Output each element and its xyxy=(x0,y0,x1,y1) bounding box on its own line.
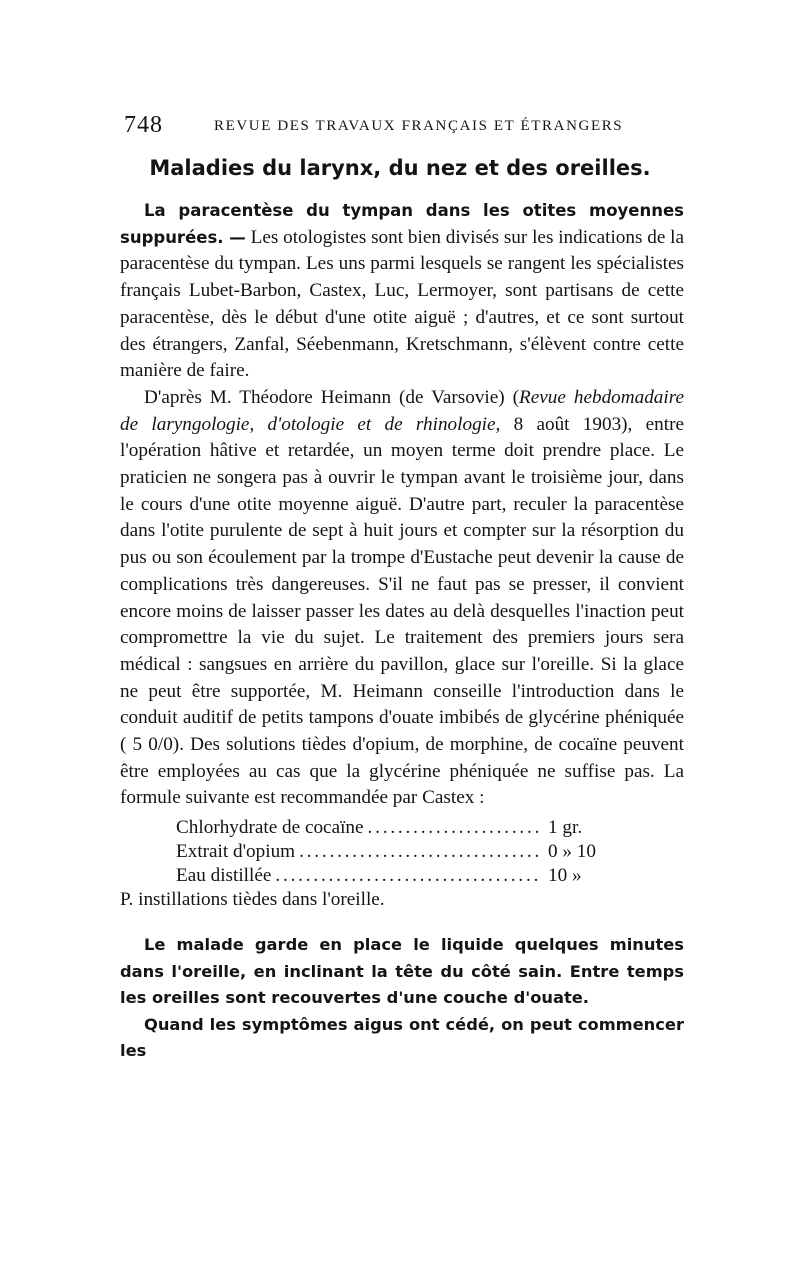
paragraph-heimann xyxy=(120,385,684,812)
paragraph-intro xyxy=(120,198,684,385)
paragraph-intro-text: Les otologistes sont bien divisés sur les indications de la paracentèse du tympan. Les uns parmi lesquels se rangent les spécialistes français Lubet-Barbon, Castex, Luc, Lermoyer, sont partisans de cette paracentèse, dès le début d'une otite aiguë ; d'autres, et ce sont surtout des étrangers, Zanfal, Séebenmann, Kretschmann, s'élèvent contre cette manière de faire. xyxy=(120,226,685,382)
ingredient-name: Chlorhydrate de cocaïne xyxy=(176,817,364,839)
formula-row xyxy=(176,816,634,840)
article-body xyxy=(120,198,684,912)
prescription-formula xyxy=(120,816,684,912)
journal-title: REVUE DES TRAVAUX FRANÇAIS ET ÉTRANGERS xyxy=(214,118,624,134)
ingredient-name: Eau distillée xyxy=(176,865,272,887)
leader-dots xyxy=(368,816,540,840)
article-heading: La paracentèse du tympan dans les otites moyennes suppurées. — xyxy=(120,201,684,247)
ingredient-quantity: 1 gr. xyxy=(548,817,583,839)
ingredient-quantity: 0 » 10 xyxy=(548,841,596,863)
journal-citation: Revue hebdomadaire de laryngologie, d'otologie et de rhinologie, xyxy=(120,386,684,435)
ingredient-quantity: 10 » xyxy=(548,865,582,887)
formula-instruction: P. instillations tièdes dans l'oreille. xyxy=(120,889,385,911)
running-head xyxy=(124,112,684,142)
paragraph-closing: Le malade garde en place le liquide quelques minutes dans l'oreille, en inclinant la tête du côté sain. Entre temps les oreilles sont recouvertes d'une couche d'ouate. xyxy=(120,935,684,1007)
section-title: Maladies du larynx, du nez et des oreilles. xyxy=(149,156,651,180)
formula-row xyxy=(176,840,634,864)
paragraph-continuation: Quand les symptômes aigus ont cédé, on peut commencer les xyxy=(120,1014,684,1060)
closing-section xyxy=(120,932,684,1065)
paragraph-heimann-after: 8 août 1903), entre l'opération hâtive et retardée, un moyen terme doit prendre place. Le praticien ne songera pas à ouvrir le tympan avant le troisième jour, dans le cours d'une otite moyenne aiguë. D'autre part, reculer la paracentèse dans l'otite purulente de sept à huit jours et compter sur la résorption du pus ou son écoulement par la trompe d'Eustache peut devenir la cause de complications très dangereuses. S'il ne faut pas se presser, il convient encore moins de laisser passer les dates au delà desquelles l'inaction peut compromettre la vie du sujet. Le traitement des premiers jours sera médical : sangsues en arrière du pavillon, glace sur l'oreille. Si la glace ne peut être supportée, M. Heimann conseille l'introduction dans le conduit auditif de petits tampons d'ouate imbibés de glycérine phéniquée ( 5 0/0). Des solutions tièdes d'opium, de morphine, de cocaïne peuvent être employées au cas que la glycérine phéniquée ne suffise pas. La formule suivante est recommandée par Castex : xyxy=(120,413,684,809)
paragraph-heimann-before: D'après M. Théodore Heimann (de Varsovie) ( xyxy=(144,386,520,408)
formula-row xyxy=(176,864,634,888)
ingredient-name: Extrait d'opium xyxy=(176,841,296,863)
page-number: 748 xyxy=(124,112,163,138)
leader-dots xyxy=(275,864,540,888)
leader-dots xyxy=(299,840,540,864)
